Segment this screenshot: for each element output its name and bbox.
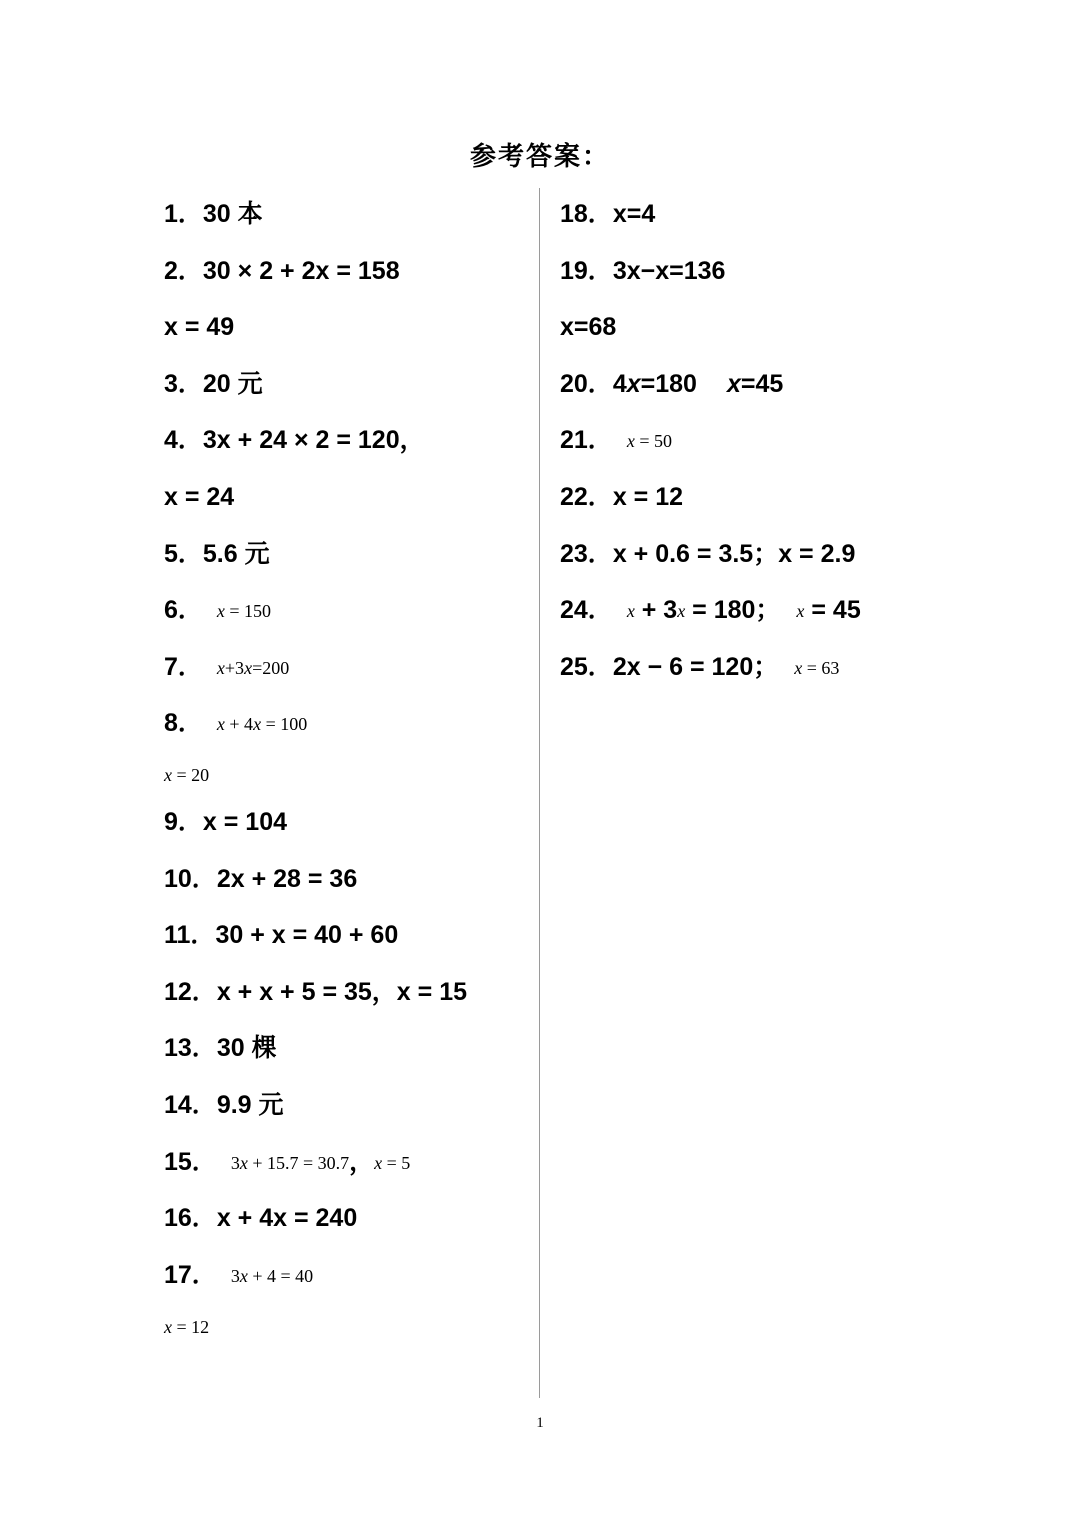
answer-7 — [164, 647, 289, 687]
answer-text: x = 49 — [164, 313, 235, 341]
math-formula: x = 50 — [626, 431, 672, 451]
answer-number: 6． — [164, 596, 203, 624]
answer-17-solution — [164, 1306, 209, 1346]
answer-number: 23． — [560, 540, 613, 568]
answer-text: 3x−x=136 — [612, 257, 726, 285]
answer-text: x = 24 — [164, 483, 235, 511]
answer-text: x + 0.6 = 3.5；x = 2.9 — [612, 540, 856, 568]
answer-19-solution — [560, 307, 616, 347]
math-variable: x — [626, 601, 635, 621]
answer-text: x + 4x = 240 — [216, 1204, 358, 1232]
answer-number: 15． — [164, 1148, 217, 1176]
answer-number: 18． — [560, 200, 613, 228]
answer-1 — [164, 194, 263, 234]
answer-number: 16． — [164, 1204, 217, 1232]
answer-text: 9.9 元 — [216, 1091, 284, 1119]
math-formula: 3x + 4 = 40 — [230, 1266, 314, 1286]
answer-4-solution — [164, 477, 234, 517]
answer-19 — [560, 251, 725, 291]
math-formula: 3x + 15.7 = 30.7 — [230, 1153, 350, 1173]
answer-5 — [164, 534, 270, 574]
answer-text: 5.6 元 — [202, 540, 270, 568]
answer-number: 2． — [164, 257, 203, 285]
answer-number: 21． — [560, 426, 613, 454]
answer-text: x = 12 — [612, 483, 684, 511]
math-formula: x+3x=200 — [216, 658, 290, 678]
page-title: 参考答案： — [469, 142, 610, 172]
answer-17 — [164, 1255, 313, 1295]
answer-text: 30 × 2 + 2x = 158 — [202, 257, 400, 285]
answer-number: 8． — [164, 709, 203, 737]
answer-9 — [164, 802, 287, 842]
answer-4 — [164, 420, 425, 460]
answer-number: 19． — [560, 257, 613, 285]
answer-number: 7． — [164, 653, 203, 681]
answer-number: 5． — [164, 540, 203, 568]
column-divider — [539, 188, 540, 1398]
answer-number: 11． — [164, 921, 216, 949]
answer-text: x=4 — [612, 200, 656, 228]
answer-21 — [560, 420, 672, 460]
answer-number: 17． — [164, 1261, 217, 1289]
answer-number: 12． — [164, 978, 217, 1006]
answer-number: 20． — [560, 370, 613, 398]
answer-text: 30 + x = 40 + 60 — [215, 921, 399, 949]
answer-15 — [164, 1142, 410, 1182]
answer-16 — [164, 1198, 357, 1238]
answer-number: 4． — [164, 426, 203, 454]
answer-12 — [164, 972, 467, 1012]
answer-text: 20 元 — [202, 370, 263, 398]
answer-number: 24． — [560, 596, 613, 624]
answer-25: 25．2x − 6 = 120； x = 63 — [560, 647, 839, 687]
answer-text: 2x + 28 = 36 — [216, 865, 358, 893]
answer-18 — [560, 194, 655, 234]
math-formula: x = 20 — [164, 765, 210, 785]
answer-number: 10． — [164, 865, 217, 893]
math-formula: x = 150 — [216, 601, 272, 621]
answer-6 — [164, 590, 271, 630]
answer-24: 24． x + 3x = 180； x = 45 — [560, 590, 861, 630]
answer-number: 3． — [164, 370, 203, 398]
answer-8-solution — [164, 754, 209, 794]
answer-number: 14． — [164, 1091, 217, 1119]
answer-14 — [164, 1085, 284, 1125]
answer-number: 1． — [164, 200, 203, 228]
answer-text: x + x + 5 = 35，x = 15 — [216, 978, 468, 1006]
answer-text: 30 棵 — [216, 1034, 277, 1062]
answer-2 — [164, 251, 400, 291]
answer-text: x = 104 — [202, 808, 288, 836]
answer-10 — [164, 859, 357, 899]
math-formula: x = 5 — [374, 1153, 411, 1173]
answer-2-solution — [164, 307, 234, 347]
math-variable: x — [796, 601, 805, 621]
answer-text: 30 本 — [202, 200, 263, 228]
answer-8 — [164, 703, 307, 743]
math-formula: x = 63 — [794, 658, 840, 678]
answer-13 — [164, 1028, 277, 1068]
math-formula: x = 12 — [164, 1317, 210, 1337]
math-formula: x + 4x = 100 — [216, 714, 308, 734]
answer-22 — [560, 477, 683, 517]
answer-20: 20．4x=180 x=45 — [560, 364, 783, 404]
answer-text: x=68 — [560, 313, 617, 341]
page-number: 1 — [536, 1415, 544, 1431]
math-variable: x — [677, 601, 686, 621]
answer-number: 25． — [560, 653, 613, 681]
answer-23 — [560, 534, 855, 574]
answer-11 — [164, 915, 398, 955]
separator: ， — [349, 1148, 375, 1176]
answer-text: 3x + 24 × 2 = 120， — [202, 426, 425, 454]
answer-3 — [164, 364, 263, 404]
answer-number: 9． — [164, 808, 203, 836]
answer-number: 13． — [164, 1034, 217, 1062]
answer-number: 22． — [560, 483, 613, 511]
